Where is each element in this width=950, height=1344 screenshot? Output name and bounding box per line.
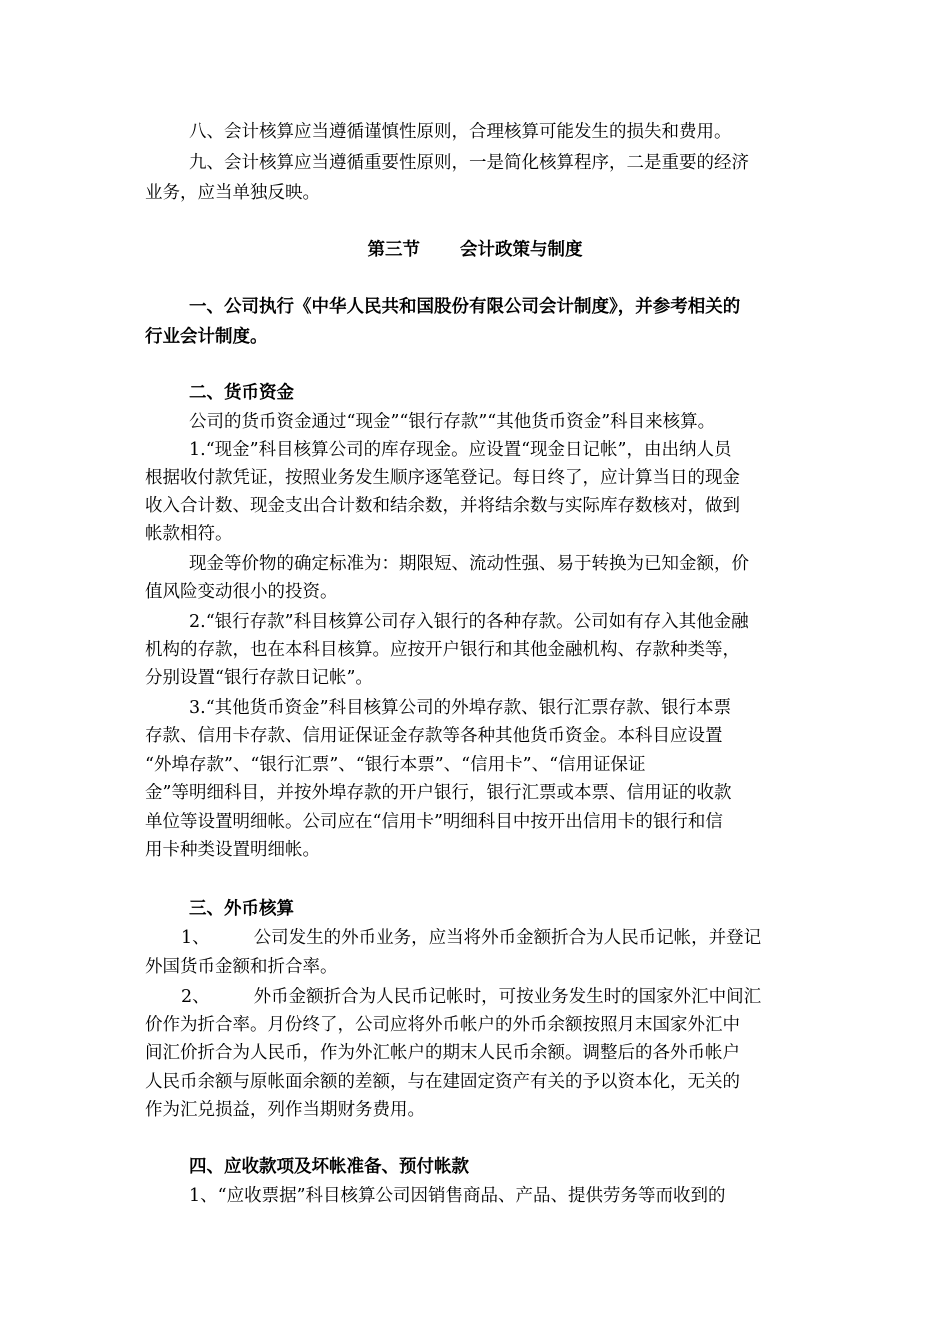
paragraph-line: 间汇价折合为人民币，作为外汇帐户的期末人民币余额。调整后的各外币帐户 [145,1043,740,1063]
section-number: 第三节 [367,240,420,260]
paragraph-line: 外国货币金额和折合率。 [145,957,338,977]
paragraph-line: 1、“应收票据”科目核算公司因销售商品、产品、提供劳务等而收到的 [189,1186,726,1206]
paragraph-line: 价作为折合率。月份终了，公司应将外币帐户的外币余额按照月末国家外汇中 [145,1015,740,1035]
paragraph-line: 存款、信用卡存款、信用证保证金存款等各种其他货币资金。本科目应设置 [145,726,723,746]
list-number: 1、 [181,928,210,948]
paragraph-line: 金”等明细科目，并按外埠存款的开户银行，银行汇票或本票、信用证的收款 [145,783,732,803]
paragraph-line: 2.“银行存款”科目核算公司存入银行的各种存款。公司如有存入其他金融 [189,612,749,632]
heading-line: 一、公司执行《中华人民共和国股份有限公司会计制度》，并参考相关的 [189,297,741,317]
paragraph-line: 根据收付款凭证，按照业务发生顺序逐笔登记。每日终了，应计算当日的现金 [145,468,740,488]
paragraph-line: 分别设置“银行存款日记帐”。 [145,668,373,688]
paragraph-line: 九、会计核算应当遵循重要性原则，一是简化核算程序，二是重要的经济 [189,153,749,173]
paragraph-line: 单位等设置明细帐。公司应在“信用卡”明细科目中按开出信用卡的银行和信 [145,812,723,832]
paragraph-line: 1.“现金”科目核算公司的库存现金。应设置“现金日记帐”，由出纳人员 [189,440,732,460]
numbered-line [181,926,761,950]
section-title [145,238,805,262]
paragraph-line: 机构的存款，也在本科目核算。应按开户银行和其他金融机构、存款种类等， [145,640,740,660]
list-text: 外币金额折合为人民币记帐时，可按业务发生时的国家外汇中间汇 [253,987,762,1007]
paragraph-line: 现金等价物的确定标准为：期限短、流动性强、易于转换为已知金额，价 [189,554,749,574]
paragraph-line: 业务，应当单独反映。 [145,183,320,203]
numbered-line [181,985,761,1009]
paragraph-line: “外埠存款”、“银行汇票”、“银行本票”、“信用卡”、“信用证保证 [145,755,646,775]
paragraph-line: 3.“其他货币资金”科目核算公司的外埠存款、银行汇票存款、银行本票 [189,698,732,718]
paragraph-line: 八、会计核算应当遵循谨慎性原则，合理核算可能发生的损失和费用。 [189,122,732,142]
paragraph-line: 人民币余额与原帐面余额的差额，与在建固定资产有关的予以资本化，无关的 [145,1072,740,1092]
heading: 四、应收款项及坏帐准备、预付帐款 [189,1157,469,1177]
paragraph-line: 收入合计数、现金支出合计数和结余数，并将结余数与实际库存数核对，做到 [145,496,740,516]
paragraph-line: 作为汇兑损益，列作当期财务费用。 [145,1100,425,1120]
list-number: 2、 [181,987,210,1007]
paragraph-line: 用卡种类设置明细帐。 [145,840,320,860]
heading: 三、外币核算 [189,899,294,919]
paragraph-line: 公司的货币资金通过“现金”“银行存款”“其他货币资金”科目来核算。 [189,412,716,432]
list-text: 公司发生的外币业务，应当将外币金额折合为人民币记帐，并登记 [253,928,762,948]
section-name: 会计政策与制度 [460,240,583,260]
heading-line: 行业会计制度。 [145,327,268,347]
paragraph-line: 帐款相符。 [145,524,233,544]
heading: 二、货币资金 [189,383,294,403]
paragraph-line: 值风险变动很小的投资。 [145,582,338,602]
